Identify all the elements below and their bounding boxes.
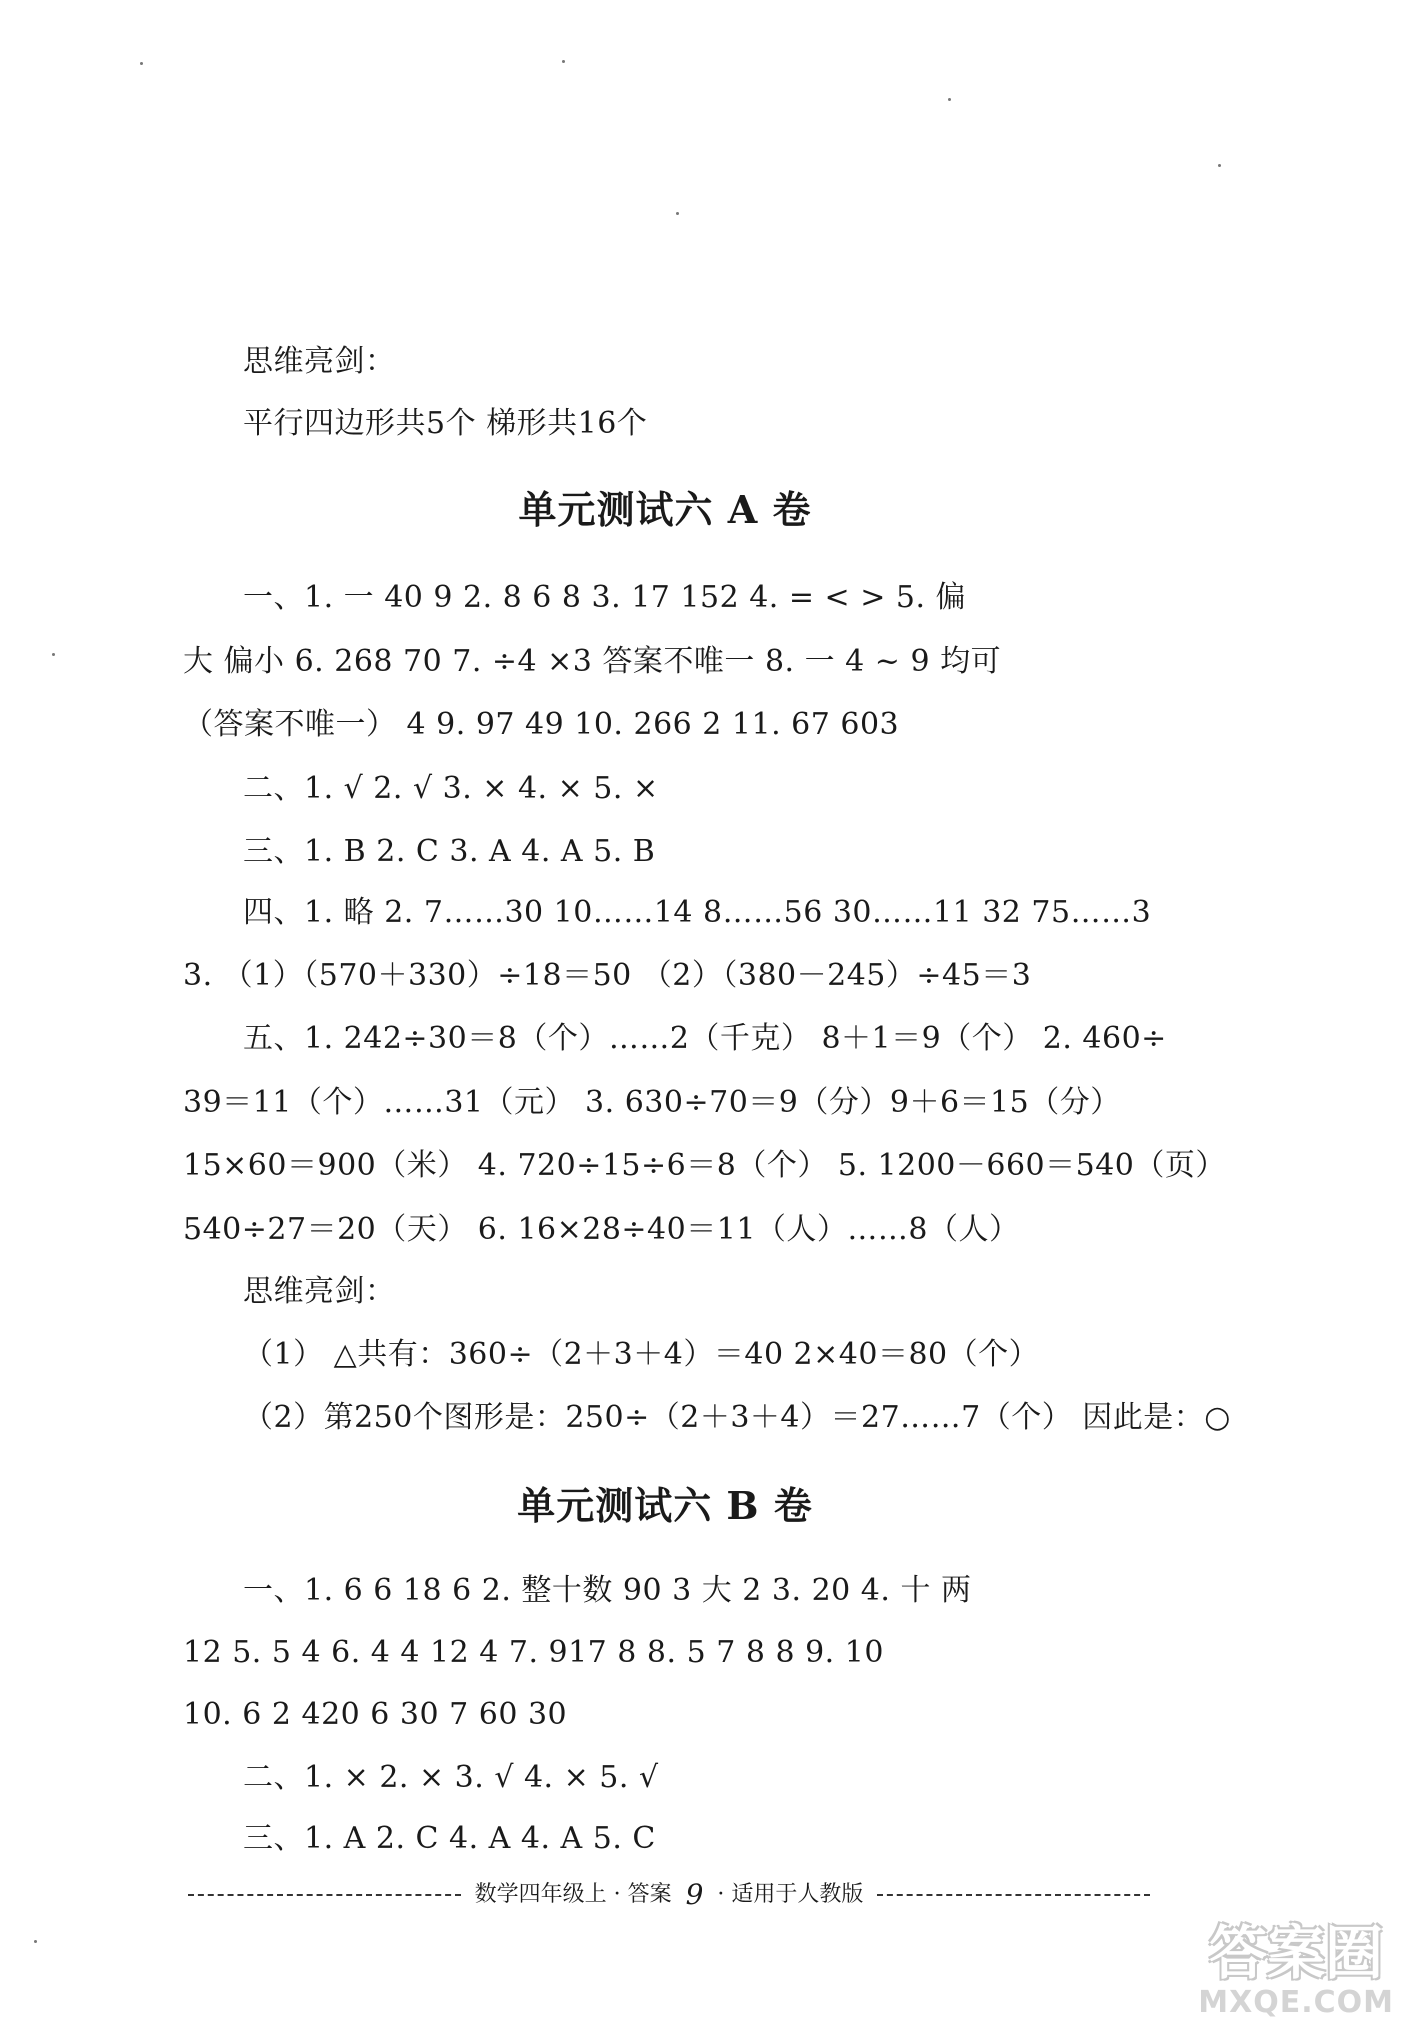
- section-answer: 平行四边形共5个 梯形共16个: [243, 406, 648, 441]
- answer-line: 二、1. × 2. × 3. √ 4. × 5. √: [243, 1760, 659, 1795]
- watermark-text: 答案圈: [1209, 1919, 1384, 1987]
- answer-line: 39＝11（个）……31（元） 3. 630÷70＝9（分）9＋6＝15（分）: [183, 1085, 1121, 1120]
- answer-line: （2）第250个图形是：250÷（2＋3＋4）＝27……7（个） 因此是：○: [243, 1400, 1231, 1435]
- footer-divider: [877, 1894, 1150, 1896]
- speck: [676, 212, 679, 215]
- answer-line: 12 5. 5 4 6. 4 4 12 4 7. 917 8 8. 5 7 8 8 9. 10: [183, 1635, 884, 1670]
- watermark-logo: [1198, 1920, 1394, 2020]
- answer-line: 二、1. √ 2. √ 3. × 4. × 5. ×: [243, 771, 659, 806]
- speck: [52, 653, 55, 656]
- answer-line: 五、1. 242÷30＝8（个）……2（千克） 8＋1＝9（个） 2. 460÷: [243, 1021, 1167, 1056]
- answer-line: 3. （1）（570＋330）÷18＝50 （2）（380－245）÷45＝3: [183, 958, 1032, 993]
- answer-line: 四、1. 略 2. 7……30 10……14 8……56 30……11 32 75……3: [243, 895, 1152, 930]
- test-b-title: 单元测试六 B 卷: [517, 1483, 813, 1528]
- answer-line: 三、1. B 2. C 3. A 4. A 5. B: [243, 834, 656, 869]
- page-footer: [188, 1880, 1150, 1910]
- answer-line: 大 偏小 6. 268 70 7. ÷4 ×3 答案不唯一 8. 一 4 ~ 9 均可: [183, 644, 1002, 679]
- answer-line: 思维亮剑：: [243, 1274, 396, 1309]
- speck: [140, 62, 143, 65]
- answer-line: 三、1. A 2. C 4. A 4. A 5. C: [243, 1821, 656, 1856]
- page-number: 9: [685, 1878, 704, 1911]
- answer-line: 15×60＝900（米） 4. 720÷15÷6＝8（个） 5. 1200－660＝540（页）: [183, 1148, 1226, 1183]
- footer-divider: [188, 1894, 461, 1896]
- answer-line: 一、1. 6 6 18 6 2. 整十数 90 3 大 2 3. 20 4. 十 两: [243, 1573, 972, 1608]
- watermark-url: MXQE.COM: [1198, 1985, 1394, 2020]
- section-label: 思维亮剑：: [243, 344, 396, 379]
- speck: [562, 60, 565, 63]
- footer-subject: 数学四年级上 · 答案: [474, 1882, 672, 1907]
- answer-line: （答案不唯一） 4 9. 97 49 10. 266 2 11. 67 603: [183, 707, 900, 742]
- speck: [1218, 164, 1221, 167]
- answer-line: 10. 6 2 420 6 30 7 60 30: [183, 1697, 568, 1732]
- answer-line: 一、1. 一 40 9 2. 8 6 8 3. 17 152 4. = < > 5. 偏: [243, 580, 967, 615]
- answer-line: （1） △共有：360÷（2＋3＋4）＝40 2×40＝80（个）: [243, 1337, 1040, 1372]
- footer-edition: · 适用于人教版: [717, 1882, 864, 1907]
- answer-line: 540÷27＝20（天） 6. 16×28÷40＝11（人）……8（人）: [183, 1212, 1020, 1247]
- test-a-title: 单元测试六 A 卷: [518, 487, 812, 532]
- speck: [948, 98, 951, 101]
- speck: [34, 1940, 37, 1943]
